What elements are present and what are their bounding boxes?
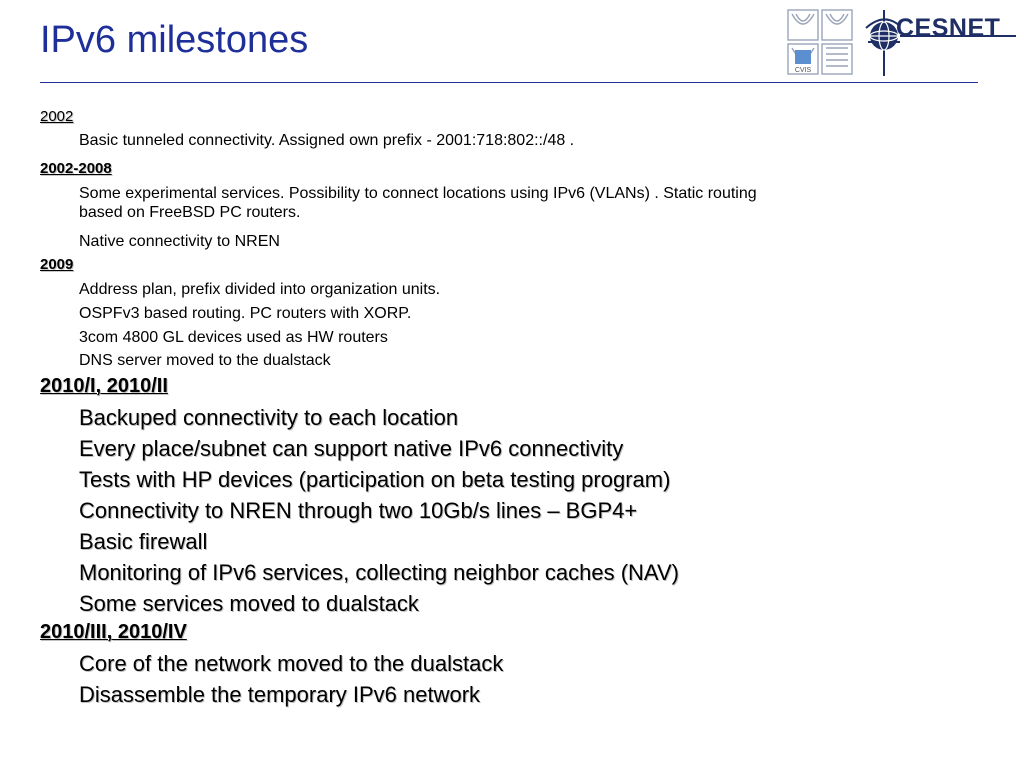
cvis-logo-text: CVIS <box>794 67 812 74</box>
list-item: Native connectivity to NREN <box>79 233 280 250</box>
list-item: Some services moved to dualstack <box>79 591 419 616</box>
list-item: Address plan, prefix divided into organization units. <box>79 281 441 298</box>
list-item: Connectivity to NREN through two 10Gb/s lines – BGP4+ <box>79 498 638 523</box>
section-year-2002-2008: 2002-2008 <box>40 160 112 177</box>
list-item: Backuped connectivity to each location <box>79 405 459 430</box>
list-item: Tests with HP devices (participation on beta testing program) <box>79 467 671 492</box>
section-year-2010-iii-iv: 2010/III, 2010/IV <box>40 621 187 643</box>
list-item: DNS server moved to the dualstack <box>79 352 331 369</box>
list-item: Some experimental services. Possibility to connect locations using IPv6 (VLANs) . Static routing <box>79 185 757 202</box>
list-item: Disassemble the temporary IPv6 network <box>79 682 481 707</box>
cvis-logo <box>786 8 856 76</box>
slide-title: IPv6 milestones <box>40 19 309 61</box>
cesnet-logo-text: CESNET <box>896 14 1001 42</box>
list-item: 3com 4800 GL devices used as HW routers <box>79 329 388 346</box>
list-item: Every place/subnet can support native IPv6 connectivity <box>79 436 624 461</box>
list-item: Monitoring of IPv6 services, collecting neighbor caches (NAV) <box>79 560 679 585</box>
list-item: based on FreeBSD PC routers. <box>79 204 301 221</box>
section-year-2002: 2002 <box>40 108 74 125</box>
list-item: Basic tunneled connectivity. Assigned own prefix - 2001:718:802::/48 . <box>79 132 575 149</box>
list-item: Core of the network moved to the dualstack <box>79 651 504 676</box>
list-item: Basic firewall <box>79 529 208 554</box>
section-year-2010-i-ii: 2010/I, 2010/II <box>40 375 168 397</box>
section-year-2009: 2009 <box>40 256 74 273</box>
list-item: OSPFv3 based routing. PC routers with XORP. <box>79 305 412 322</box>
title-divider <box>40 82 978 83</box>
